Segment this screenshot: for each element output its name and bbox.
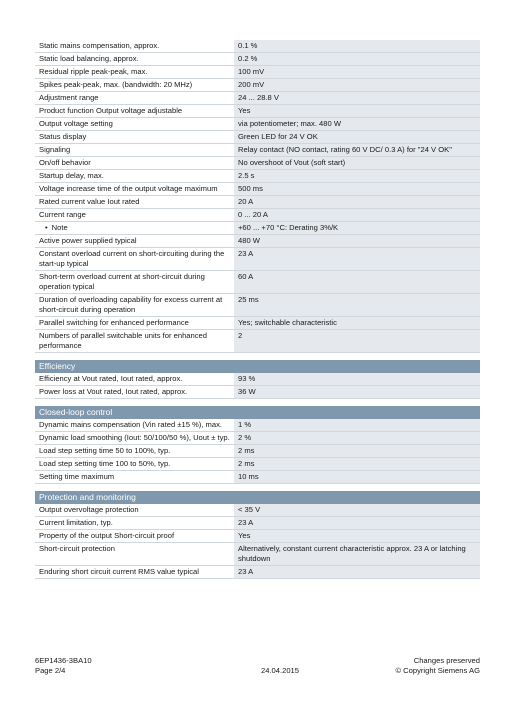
footer-right <box>395 656 480 676</box>
table-row <box>35 445 480 458</box>
section-header: Closed-loop control <box>35 406 480 419</box>
spec-table <box>35 419 480 484</box>
spec-value: +60 ... +70 °C: Derating 3%/K <box>234 222 480 235</box>
changes-preserved: Changes preserved <box>413 656 480 665</box>
spec-label: Power loss at Vout rated, Iout rated, approx. <box>35 386 234 399</box>
table-row <box>35 118 480 131</box>
spec-value: 1 % <box>234 419 480 432</box>
spec-value: Alternatively, constant current characteristic approx. 23 A or latching shutdown <box>234 543 480 566</box>
spec-value: 23 A <box>234 248 480 271</box>
spec-label: Status display <box>35 131 234 144</box>
spec-label: On/off behavior <box>35 157 234 170</box>
spec-label: • Note <box>35 222 234 235</box>
spec-value: 0.1 % <box>234 40 480 53</box>
table-row <box>35 144 480 157</box>
spec-value: 500 ms <box>234 183 480 196</box>
table-row <box>35 504 480 517</box>
spec-label: Output voltage setting <box>35 118 234 131</box>
spec-label: Enduring short circuit current RMS value typical <box>35 566 234 579</box>
table-row <box>35 543 480 566</box>
spec-label: Efficiency at Vout rated, Iout rated, approx. <box>35 373 234 386</box>
spec-section <box>35 406 480 484</box>
spec-label: Signaling <box>35 144 234 157</box>
spec-label: Numbers of parallel switchable units for enhanced performance <box>35 330 234 353</box>
spec-label: Rated current value Iout rated <box>35 196 234 209</box>
spec-label: Startup delay, max. <box>35 170 234 183</box>
spec-label: Parallel switching for enhanced performance <box>35 317 234 330</box>
spec-value: 93 % <box>234 373 480 386</box>
spec-label: Static mains compensation, approx. <box>35 40 234 53</box>
spec-section <box>35 360 480 399</box>
spec-label: Load step setting time 100 to 50%, typ. <box>35 458 234 471</box>
table-row <box>35 271 480 294</box>
spec-label: Output overvoltage protection <box>35 504 234 517</box>
table-row <box>35 248 480 271</box>
table-row <box>35 294 480 317</box>
spec-value: 0.2 % <box>234 53 480 66</box>
section-header: Protection and monitoring <box>35 491 480 504</box>
spec-label: Active power supplied typical <box>35 235 234 248</box>
spec-label: Spikes peak-peak, max. (bandwidth: 20 MHz) <box>35 79 234 92</box>
spec-label: Setting time maximum <box>35 471 234 484</box>
page-number: Page 2/4 <box>35 666 66 675</box>
spec-value: Yes; switchable characteristic <box>234 317 480 330</box>
spec-value: 60 A <box>234 271 480 294</box>
spec-label: Duration of overloading capability for excess current at short-circuit during operation <box>35 294 234 317</box>
spec-label: Constant overload current on short-circuiting during the start-up typical <box>35 248 234 271</box>
spec-label: Short-circuit protection <box>35 543 234 566</box>
spec-value: Green LED for 24 V OK <box>234 131 480 144</box>
spec-value: 100 mV <box>234 66 480 79</box>
spec-value: 20 A <box>234 196 480 209</box>
spec-label: Dynamic load smoothing (Iout: 50/100/50 %), Uout ± typ. <box>35 432 234 445</box>
table-row <box>35 530 480 543</box>
spec-value: Relay contact (NO contact, rating 60 V DC/ 0.3 A) for "24 V OK" <box>234 144 480 157</box>
table-row <box>35 386 480 399</box>
copyright: © Copyright Siemens AG <box>395 666 480 675</box>
spec-value: 480 W <box>234 235 480 248</box>
spec-value: via potentiometer; max. 480 W <box>234 118 480 131</box>
table-row <box>35 92 480 105</box>
spec-value: 2 % <box>234 432 480 445</box>
table-row <box>35 66 480 79</box>
spec-value: 0 ... 20 A <box>234 209 480 222</box>
spec-label: Static load balancing, approx. <box>35 53 234 66</box>
table-row <box>35 373 480 386</box>
spec-value: < 35 V <box>234 504 480 517</box>
spec-label: Adjustment range <box>35 92 234 105</box>
spec-label: Product function Output voltage adjustable <box>35 105 234 118</box>
table-row <box>35 209 480 222</box>
table-row <box>35 330 480 353</box>
spec-value: No overshoot of Vout (soft start) <box>234 157 480 170</box>
footer-date: 24.04.2015 <box>261 666 300 675</box>
table-row <box>35 183 480 196</box>
spec-value: 2.5 s <box>234 170 480 183</box>
table-row <box>35 566 480 579</box>
spec-label: Dynamic mains compensation (Vin rated ±15 %), max. <box>35 419 234 432</box>
spec-section <box>35 40 480 353</box>
spec-label: Short-term overload current at short-circuit during operation typical <box>35 271 234 294</box>
spec-value: 25 ms <box>234 294 480 317</box>
spec-label: Voltage increase time of the output voltage maximum <box>35 183 234 196</box>
section-header: Efficiency <box>35 360 480 373</box>
table-row <box>35 53 480 66</box>
spec-table <box>35 373 480 399</box>
spec-label: Property of the output Short-circuit proof <box>35 530 234 543</box>
spec-label: Current range <box>35 209 234 222</box>
table-row <box>35 458 480 471</box>
table-row <box>35 235 480 248</box>
spec-value: 24 ... 28.8 V <box>234 92 480 105</box>
spec-value: 2 ms <box>234 458 480 471</box>
spec-table <box>35 40 480 353</box>
datasheet-page <box>35 40 480 579</box>
spec-sections <box>35 40 480 579</box>
table-row <box>35 317 480 330</box>
table-row <box>35 517 480 530</box>
table-row <box>35 419 480 432</box>
spec-value: 2 <box>234 330 480 353</box>
footer-left <box>35 656 92 676</box>
spec-value: 200 mV <box>234 79 480 92</box>
table-row <box>35 131 480 144</box>
spec-value: 23 A <box>234 517 480 530</box>
table-row <box>35 471 480 484</box>
spec-value: Yes <box>234 530 480 543</box>
table-row <box>35 105 480 118</box>
spec-section <box>35 491 480 579</box>
spec-value: Yes <box>234 105 480 118</box>
spec-label: Load step setting time 50 to 100%, typ. <box>35 445 234 458</box>
article-number: 6EP1436-3BA10 <box>35 656 92 665</box>
spec-value: 10 ms <box>234 471 480 484</box>
table-row <box>35 40 480 53</box>
table-row <box>35 196 480 209</box>
spec-label: Current limitation, typ. <box>35 517 234 530</box>
table-row <box>35 222 480 235</box>
spec-value: 36 W <box>234 386 480 399</box>
spec-value: 23 A <box>234 566 480 579</box>
table-row <box>35 170 480 183</box>
table-row <box>35 432 480 445</box>
table-row <box>35 157 480 170</box>
spec-table <box>35 504 480 579</box>
spec-label: Residual ripple peak-peak, max. <box>35 66 234 79</box>
spec-value: 2 ms <box>234 445 480 458</box>
table-row <box>35 79 480 92</box>
